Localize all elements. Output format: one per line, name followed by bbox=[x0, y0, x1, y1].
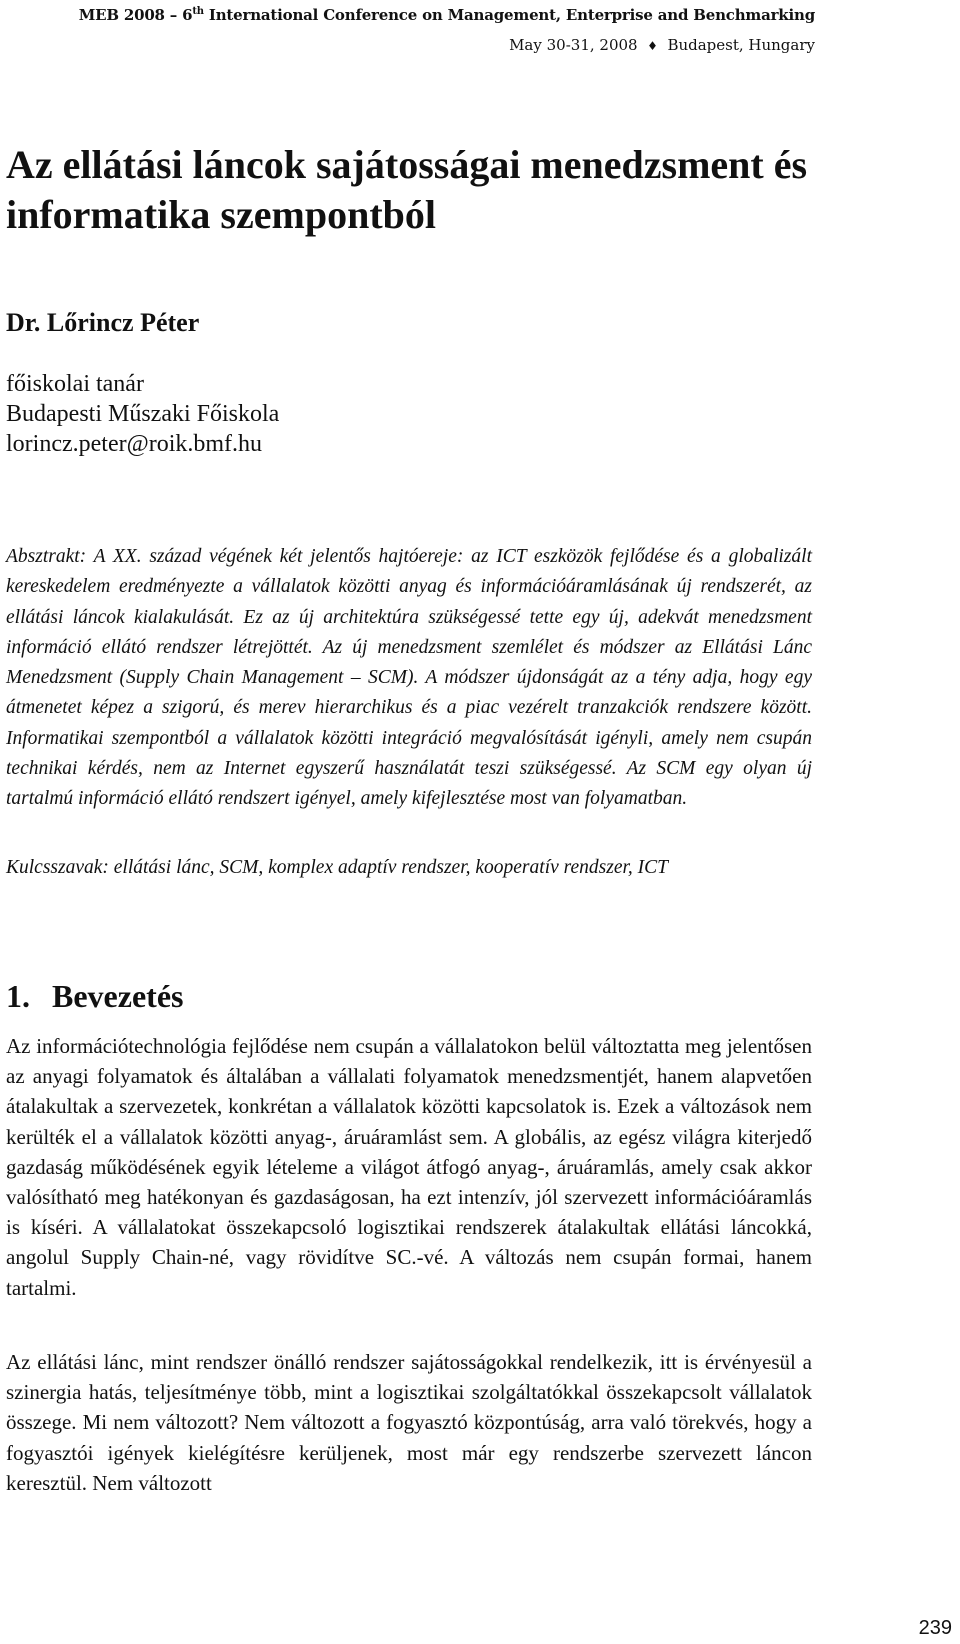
conference-date: May 30-31, 2008 bbox=[509, 36, 638, 54]
author-position: főiskolai tanár bbox=[6, 371, 144, 397]
title-line-2: informatika szempontból bbox=[6, 192, 436, 237]
section-heading bbox=[6, 978, 183, 1015]
page-number: 239 bbox=[918, 1617, 952, 1639]
paper-title bbox=[6, 140, 906, 240]
conference-suffix: International Conference on Management, Enterprise and Benchmarking bbox=[203, 6, 815, 24]
title-line-1: Az ellátási láncok sajátosságai menedzsment és bbox=[6, 142, 808, 187]
author-institution: Budapesti Műszaki Főiskola bbox=[6, 401, 280, 427]
diamond-separator-icon: ♦ bbox=[647, 39, 658, 53]
conference-ordinal-sup: th bbox=[192, 6, 204, 17]
author-email[interactable]: lorincz.peter@roik.bmf.hu bbox=[6, 431, 263, 457]
conference-prefix: MEB 2008 – 6 bbox=[78, 6, 193, 24]
conference-header bbox=[79, 6, 815, 24]
keywords: Kulcsszavak: ellátási lánc, SCM, komplex adaptív rendszer, kooperatív rendszer, ICT bbox=[6, 857, 669, 878]
body-paragraph: Az információtechnológia fejlődése nem csupán a vállalatokon belül változtatta meg jelentősen az anyagi folyamatok és általában a vállalati folyamatok menedzsmentjét, hanem alapvetően átalakultak a szervezetek, konkrétan a vállalatok közötti kapcsolatok is. Ezek a változások nem kerülték el a vállalatok közötti anyag-, áruáramlást sem. A globális, az egész világra kiterjedő gazdaság működésének egyik lételeme a világot átfogó anyag-, áruáramlás, amely csak akkor valósítható meg hatékonyan és gazdaságosan, ha ezt intenzív, jól szervezett információáramlás is kíséri. A vállalatokat összekapcsoló logisztikai rendszerek átalakultak ellátási láncokká, angolul Supply Chain-né, vagy rövidítve SC.-vé. A változás nem csupán formai, hanem tartalmi. bbox=[6, 1034, 812, 1300]
author-name: Dr. Lőrincz Péter bbox=[6, 308, 200, 337]
abstract: Absztrakt: A XX. század végének két jelentős hajtóereje: az ICT eszközök fejlődése és a globalizált kereskedelem eredményezte a vállalatok közötti anyag és információáramlásának új rendszerét, az ellátási láncok kialakulását. Ez az új architektúra szükségessé tette egy új, adekvát menedzsment információ ellátó rendszer létrejöttét. Az új menedzsment szemlélet és módszer az Ellátási Lánc Menedzsment (Supply Chain Management – SCM). A módszer újdonságát az a tény adja, hogy egy átmenetet képez a szigorú, és merev hierarchikus és a piac vezérelt tranzakciók rendszere között. Informatikai szempontból a vállalatok közötti integráció megvalósítását igényli, amely nem csupán technikai kérdés, nem az Internet egyszerű használatát teszi szükségessé. Az SCM egy olyan új tartalmú információ ellátó rendszert igényel, amely kifejlesztése most van folyamatban. bbox=[6, 546, 812, 810]
conference-location: Budapest, Hungary bbox=[667, 36, 815, 54]
body-paragraph: Az ellátási lánc, mint rendszer önálló rendszer sajátosságokkal rendelkezik, itt is érvényesül a szinergia hatás, teljesítménye több, mint a logisztikai szolgáltatókkal összekapcsolt vállalatok összege. Mi nem változott? Nem változott a fogyasztó központúság, arra való törekvés, hogy a fogyasztói igények kielégítésre kerüljenek, most már egy rendszerbe szervezett láncon keresztül. Nem változott bbox=[6, 1350, 812, 1495]
section-number: 1. bbox=[6, 978, 30, 1014]
section-title: Bevezetés bbox=[52, 978, 184, 1014]
conference-date-location bbox=[509, 36, 815, 54]
